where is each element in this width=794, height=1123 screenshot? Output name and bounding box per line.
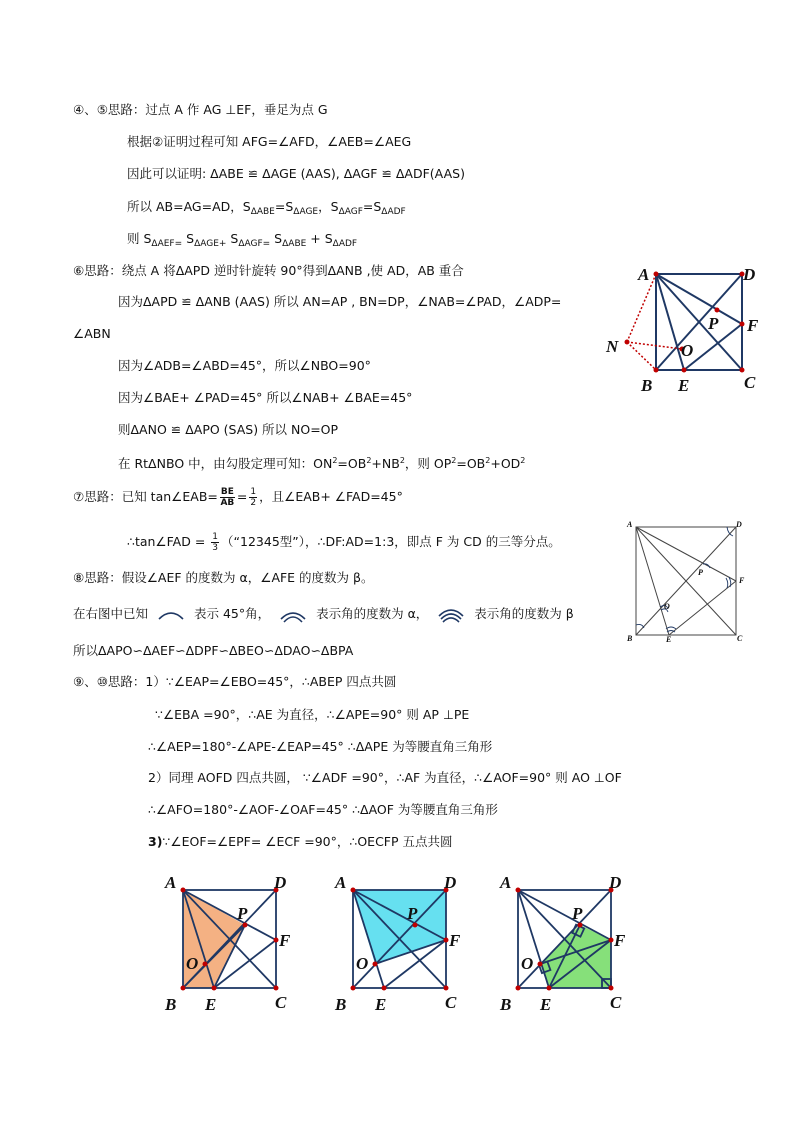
label-A: A — [335, 873, 347, 892]
label-P: P — [708, 314, 719, 333]
label-P: P — [698, 568, 703, 577]
triple-arc-icon — [436, 606, 466, 624]
text-line: 在 RtΔNBO 中，由勾股定理可知：$ON^2=OB^2+NB^2$，则 $OP^2=OB^2+OD^2$ — [118, 456, 526, 471]
text-line: 因为∠BAE+ ∠PAD=45° 所以∠NAB+ ∠BAE=45° — [118, 390, 413, 405]
label-E: E — [375, 995, 387, 1014]
figure-cyan — [325, 868, 470, 1018]
text-line: 所以ΔAPO∽ΔAEF∽ΔDPF∽ΔBEO∽ΔDAO∽ΔBPA — [73, 643, 354, 658]
label-A: A — [627, 520, 633, 529]
text-line: ⑥思路：绕点 A 将ΔAPD 逆时针旋转 90°得到ΔANB ,使 AD，AB 重合 — [73, 263, 464, 278]
label-B: B — [165, 995, 177, 1014]
label-F: F — [449, 931, 461, 950]
label-A: A — [165, 873, 177, 892]
label-D: D — [444, 873, 457, 892]
double-arc-icon — [278, 607, 308, 623]
text-line: ⑨、⑩思路：1）∵∠EAP=∠EBO=45°，∴ABEP 四点共圆 — [73, 674, 397, 689]
text-line: ∴tan∠FAD = $\frac{1}{3}$ （“12345型”），∴DF:AD=1:3，即点 F 为 CD 的三等分点。 — [127, 532, 561, 553]
label-O: O — [186, 954, 199, 973]
label-N: N — [606, 337, 619, 356]
text-line: 在右图中已知 表示 45°角， 表示角的度数为 α， 表示角的度数为 β — [73, 605, 574, 624]
label-C: C — [275, 993, 287, 1012]
label-C: C — [744, 373, 756, 392]
text-line: ④、⑤思路：过点 A 作 AG ⊥EF，垂足为点 G — [73, 102, 328, 117]
text-line: ∴∠AFO=180°-∠AOF-∠OAF=45° ∴ΔAOF 为等腰直角三角形 — [148, 802, 498, 817]
label-F: F — [279, 931, 291, 950]
figure-rotation — [600, 260, 770, 400]
text-line: 因为ΔAPD ≌ ΔANB (AAS) 所以 AN=AP , BN=DP，∠NAB=∠PAD，∠ADP= — [118, 294, 562, 309]
text-line: ∵∠EBA =90°，∴AE 为直径，∴∠APE=90° 则 AP ⊥PE — [155, 707, 470, 722]
label-E: E — [678, 376, 690, 395]
label-P: P — [237, 904, 248, 923]
fraction: $\frac{1}{3}$ — [212, 532, 219, 553]
label-A: A — [500, 873, 512, 892]
label-B: B — [641, 376, 653, 395]
label-C: C — [737, 634, 743, 643]
label-O: O — [664, 602, 670, 611]
label-F: F — [747, 316, 759, 335]
label-C: C — [445, 993, 457, 1012]
text-line: ∴∠AEP=180°-∠APE-∠EAP=45° ∴ΔAPE 为等腰直角三角形 — [148, 739, 493, 754]
text-line: 3)∵∠EOF=∠EPF= ∠ECF =90°，∴OECFP 五点共圆 — [148, 834, 453, 849]
label-P: P — [572, 904, 583, 923]
figure-angles — [622, 517, 750, 643]
figure-green — [490, 868, 635, 1018]
label-E: E — [540, 995, 552, 1014]
fraction: $\frac{BE}{AB}$ — [220, 487, 235, 508]
label-O: O — [681, 341, 694, 360]
label-E: E — [666, 635, 672, 643]
text-line: 因为∠ADB=∠ABD=45°，所以∠NBO=90° — [118, 358, 371, 373]
label-F: F — [739, 576, 745, 585]
label-F: F — [614, 931, 626, 950]
single-arc-icon — [156, 607, 186, 623]
text-line: 根据②证明过程可知 AFG=∠AFD，∠AEB=∠AEG — [127, 134, 412, 149]
text-line: ⑧思路：假设∠AEF 的度数为 α，∠AFE 的度数为 β。 — [73, 570, 374, 585]
figure-orange — [155, 868, 300, 1018]
fraction: $\frac{1}{2}$ — [250, 487, 257, 508]
label-B: B — [627, 634, 633, 643]
label-D: D — [274, 873, 287, 892]
label-D: D — [609, 873, 622, 892]
text-line: 则ΔANO ≌ ΔAPO (SAS) 所以 NO=OP — [118, 422, 339, 437]
label-B: B — [500, 995, 512, 1014]
label-O: O — [521, 954, 534, 973]
text-line: 因此可以证明: ΔABE ≌ ΔAGE (AAS), ΔAGF ≌ ΔADF(AAS) — [127, 166, 465, 181]
text-line: 所以 AB=AG=AD，$S_{\Delta ABE}=S_{\Delta AGE}$，$S_{\Delta AGF}=S_{\Delta ADF}$ — [127, 199, 406, 217]
label-E: E — [205, 995, 217, 1014]
label-C: C — [610, 993, 622, 1012]
label-B: B — [335, 995, 347, 1014]
text-line: 2）同理 AOFD 四点共圆， ∵∠ADF =90°，∴AF 为直径，∴∠AOF=90° 则 AO ⊥OF — [148, 770, 622, 785]
text-line: ∠ABN — [73, 326, 111, 341]
label-P: P — [407, 904, 418, 923]
label-D: D — [743, 265, 756, 284]
label-A: A — [638, 265, 650, 284]
text-line: ⑦思路：已知 tan∠EAB= $\frac{BE}{AB}$ = $\frac{1}{2}$ ，且∠EAB+ ∠FAD=45° — [73, 487, 403, 508]
text-line: 则 $S_{\Delta AEF=}$ $S_{\Delta AGE+}$ $S_{\Delta AGF=}$ $S_{\Delta ABE} + S_{\Delta ADF}$ — [127, 231, 358, 249]
label-O: O — [356, 954, 369, 973]
label-D: D — [736, 520, 742, 529]
